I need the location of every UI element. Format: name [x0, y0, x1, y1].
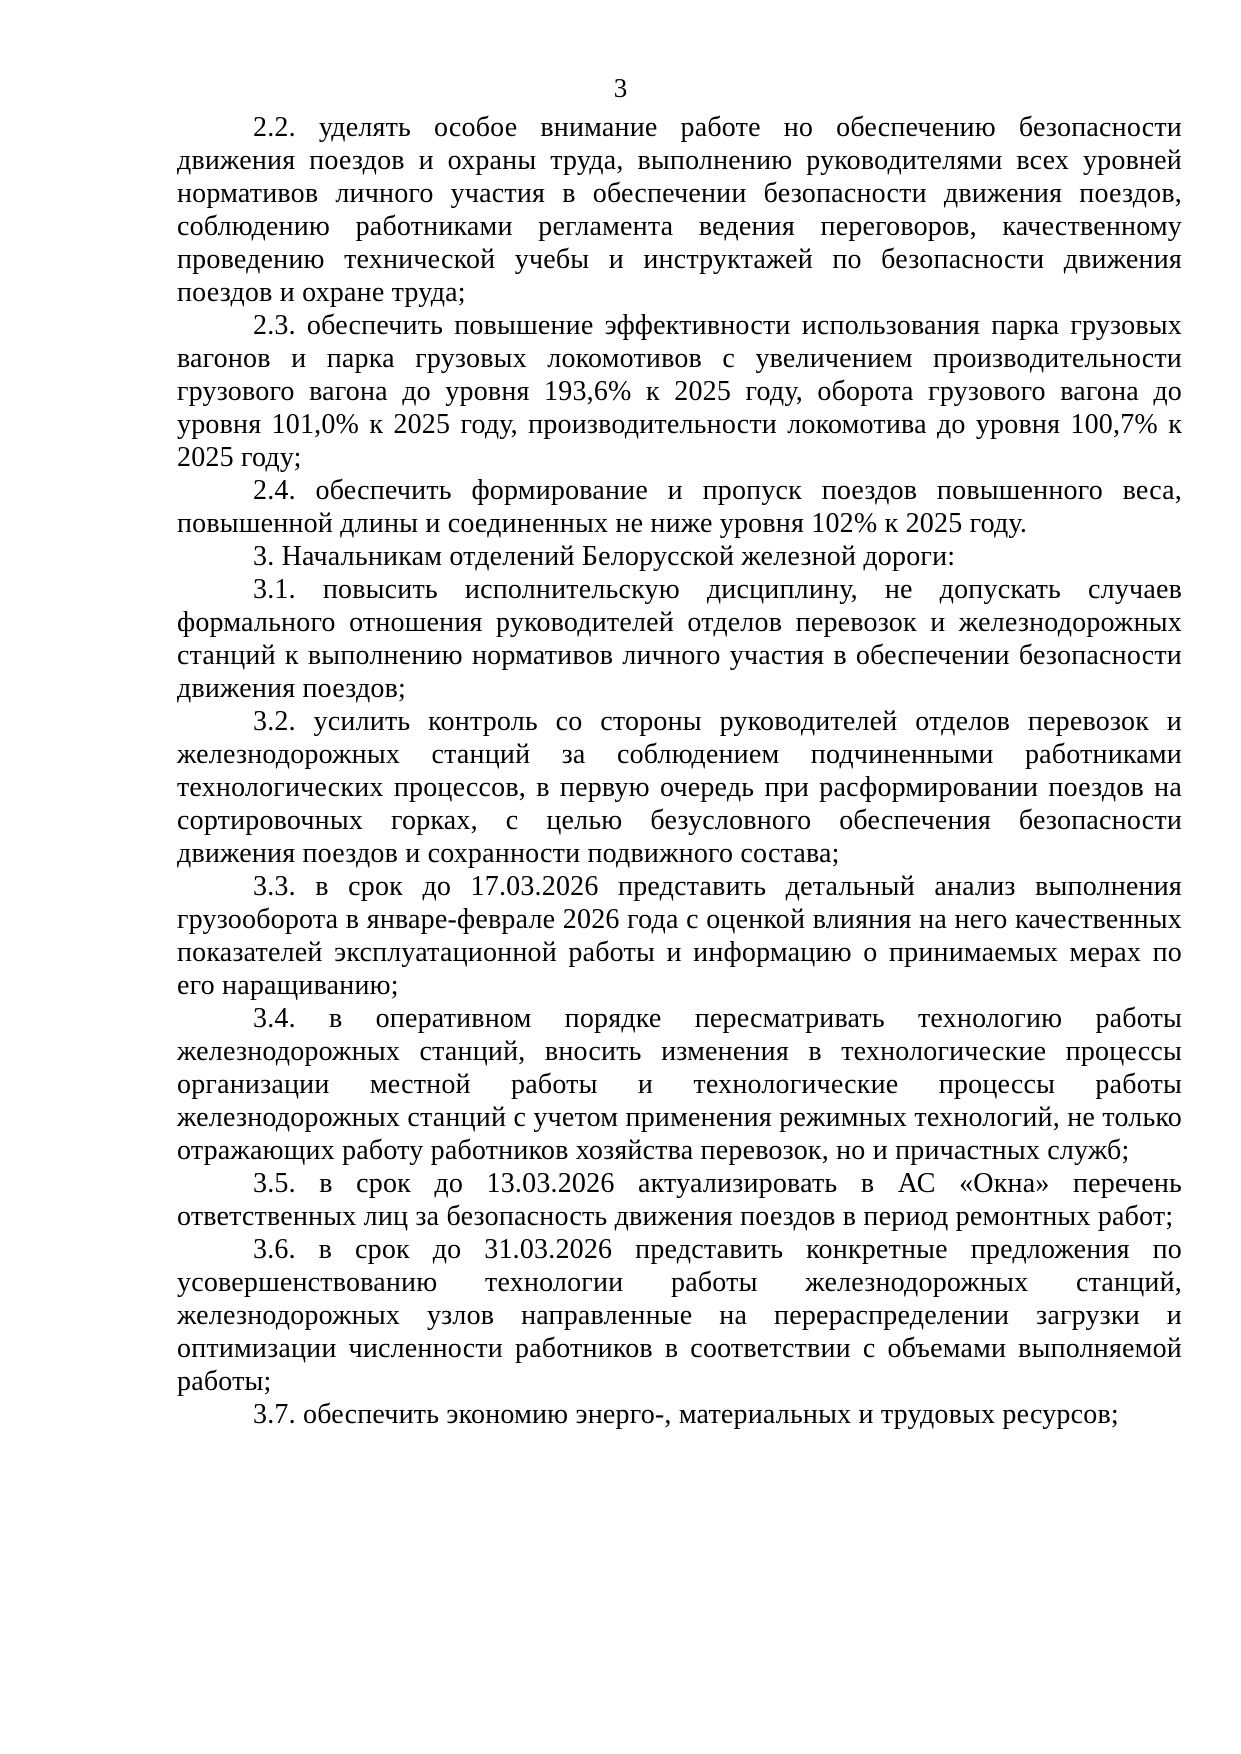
paragraph-3-4: 3.4. в оперативном порядке пересматривать технологию работы железнодорожных станций, вносить изменения в технологические процессы организации местной работы и технологические процессы работы железнодорожных станций с учетом применения режимных технологий, не только отражающих работу работников хозяйства перевозок, но и причастных служб;	[177, 1003, 1182, 1166]
document-body	[177, 111, 1182, 1431]
paragraph-2-2: 2.2. уделять особое внимание работе но обеспечению безопасности движения поездов и охраны труда, выполнению руководителями всех уровней нормативов личного участия в обеспечении безопасности движения поездов, соблюдению работниками регламента ведения переговоров, качественному проведению технической учебы и инструктажей по безопасности движения поездов и охране труда;	[177, 112, 1182, 308]
paragraph-3-1: 3.1. повысить исполнительскую дисциплину, не допускать случаев формального отношения руководителей отделов перевозок и железнодорожных станций к выполнению нормативов личного участия в обеспечении безопасности движения поездов;	[177, 574, 1182, 704]
paragraph-3: 3. Начальникам отделений Белорусской железной дороги:	[253, 541, 956, 572]
paragraph-2-3: 2.3. обеспечить повышение эффективности использования парка грузовых вагонов и парка грузовых локомотивов с увеличением производительности грузового вагона до уровня 193,6% к 2025 году, оборота грузового вагона до уровня 101,0% к 2025 году, производительности локомотива до уровня 100,7% к 2025 году;	[177, 310, 1182, 473]
paragraph-3-5: 3.5. в срок до 13.03.2026 актуализировать в АС «Окна» перечень ответственных лиц за безопасность движения поездов в период ремонтных работ;	[177, 1168, 1182, 1232]
page-number: 3	[613, 73, 628, 103]
paragraph-3-6: 3.6. в срок до 31.03.2026 представить конкретные предложения по усовершенствованию технологии работы железнодорожных станций, железнодорожных узлов направленные на перераспределении загрузки и оптимизации численности работников в соответствии с объемами выполняемой работы;	[177, 1234, 1182, 1397]
paragraph-3-3: 3.3. в срок до 17.03.2026 представить детальный анализ выполнения грузооборота в январе-феврале 2026 года с оценкой влияния на него качественных показателей эксплуатационной работы и информацию о принимаемых мерах по его наращиванию;	[177, 871, 1182, 1001]
paragraph-3-2: 3.2. усилить контроль со стороны руководителей отделов перевозок и железнодорожных станций за соблюдением подчиненными работниками технологических процессов, в первую очередь при расформировании поездов на сортировочных горках, с целью безусловного обеспечения безопасности движения поездов и сохранности подвижного состава;	[177, 706, 1182, 869]
paragraph-2-4: 2.4. обеспечить формирование и пропуск поездов повышенного веса, повышенной длины и соединенных не ниже уровня 102% к 2025 году.	[177, 475, 1182, 539]
paragraph-3-7: 3.7. обеспечить экономию энерго-, материальных и трудовых ресурсов;	[253, 1399, 1119, 1430]
